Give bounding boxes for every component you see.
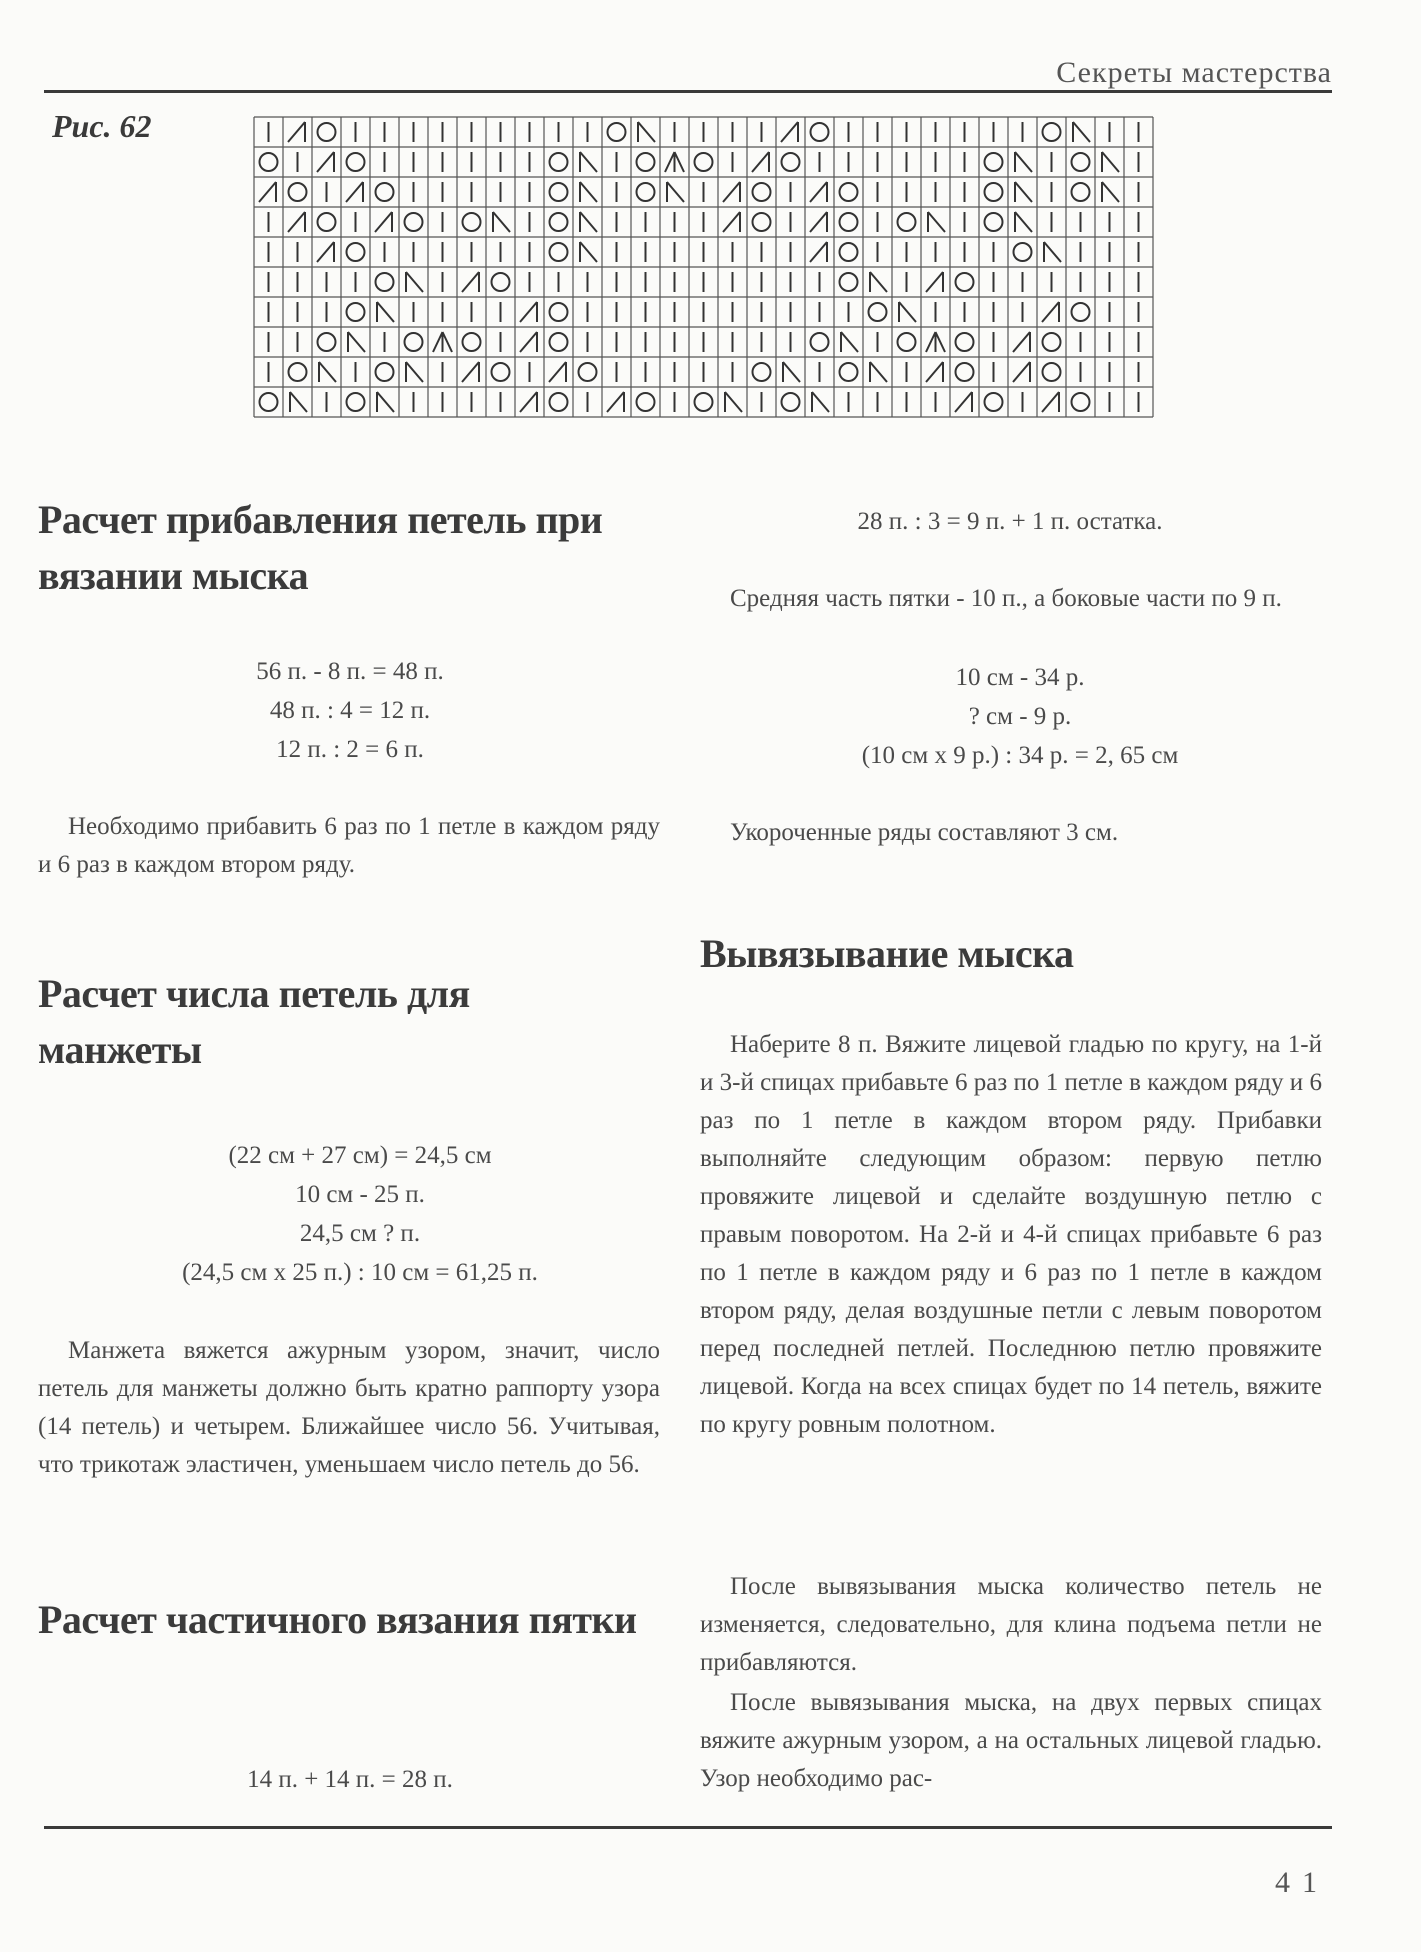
equation-block-heel [720,658,1320,775]
decrease-left-symbol [955,392,972,412]
equation-heel-total: 14 п. + 14 п. = 28 п. [247,1766,453,1793]
equation-line: 56 п. - 8 п. = 48 п. [256,658,444,685]
decrease-right-symbol [580,182,597,202]
decrease-left-symbol [810,212,827,232]
running-header-title: Секреты мастерства [1056,56,1332,89]
yarn-over-symbol [637,153,655,171]
yarn-over-symbol [376,363,394,381]
yarn-over-symbol [782,153,800,171]
equation-line: (10 см х 9 р.) : 34 р. = 2, 65 см [861,742,1179,769]
yarn-over-symbol [1014,243,1032,261]
yarn-over-symbol [956,363,974,381]
decrease-left-symbol [549,362,566,382]
paragraph-after-toe: После вывязывания мыска количество петель не изменяется, следовательно, для клина подъема петли не прибавляются. [700,1573,1322,1676]
heading-cuff-stitches: Расчет числа петель для манжеты [38,971,470,1072]
decrease-left-symbol [520,302,537,322]
decrease-left-symbol [1042,392,1059,412]
paragraph-cuff: Манжета вяжется ажурным узором, значит, число петель для манжеты должно быть кратно раппорту узора (14 петель) и четырем. Ближайшее число 56. Учитывая, что трикотаж эластичен, уменьшаем число петель до 56. [38,1337,660,1478]
paragraph-short-rows: Укороченные ряды составляют 3 см. [730,819,1119,846]
yarn-over-symbol [318,333,336,351]
yarn-over-symbol [869,303,887,321]
paragraph-toe-increase: Необходимо прибавить 6 раз по 1 петле в каждом ряду и 6 раз в каждом втором ряду. [38,813,660,878]
decrease-right-symbol [1015,212,1032,232]
decrease-right-symbol [580,212,597,232]
decrease-right-symbol [1102,182,1119,202]
yarn-over-symbol [753,183,771,201]
yarn-over-symbol [376,273,394,291]
equation-line: ? см - 9 р. [968,703,1072,730]
decrease-right-symbol [580,152,597,172]
yarn-over-symbol [840,183,858,201]
decrease-left-symbol [926,362,943,382]
decrease-right-symbol [319,362,336,382]
yarn-over-symbol [840,363,858,381]
decrease-left-symbol [810,242,827,262]
yarn-over-symbol [898,333,916,351]
yarn-over-symbol [811,123,829,141]
double-decrease-symbol [433,332,452,352]
yarn-over-symbol [1072,183,1090,201]
yarn-over-symbol [492,363,510,381]
yarn-over-symbol [492,273,510,291]
yarn-over-symbol [347,303,365,321]
decrease-left-symbol [1013,332,1030,352]
heading-toe-knitting: Вывязывание мыска [700,931,1074,976]
equation-line: 10 см - 25 п. [295,1181,425,1208]
decrease-right-symbol [783,362,800,382]
decrease-left-symbol [723,212,740,232]
yarn-over-symbol [695,153,713,171]
running-header [44,52,1332,93]
yarn-over-symbol [550,153,568,171]
decrease-right-symbol [841,332,858,352]
heading-heel-partial: Расчет частичного вязания пятки [38,1597,637,1642]
page-number: 41 [1275,1866,1329,1899]
yarn-over-symbol [347,243,365,261]
decrease-left-symbol [520,332,537,352]
yarn-over-symbol [985,393,1003,411]
decrease-left-symbol [288,212,305,232]
decrease-right-symbol [377,392,394,412]
decrease-left-symbol [926,272,943,292]
equation-block-cuff [100,1136,620,1292]
yarn-over-symbol [840,243,858,261]
yarn-over-symbol [1072,303,1090,321]
double-decrease-symbol [926,332,945,352]
yarn-over-symbol [579,363,597,381]
yarn-over-symbol [1043,123,1061,141]
decrease-left-symbol [752,152,769,172]
yarn-over-symbol [550,393,568,411]
yarn-over-symbol [289,363,307,381]
decrease-right-symbol [638,122,655,142]
decrease-right-symbol [1015,182,1032,202]
yarn-over-symbol [811,333,829,351]
heading-toe-increase: Расчет прибавления петель при вязании мыска [38,497,603,598]
equation-block-toe [100,652,600,769]
yarn-over-symbol [289,183,307,201]
yarn-over-symbol [318,213,336,231]
footer-rule [44,1826,1332,1829]
yarn-over-symbol [608,123,626,141]
yarn-over-symbol [985,183,1003,201]
decrease-right-symbol [1044,242,1061,262]
decrease-left-symbol [317,152,334,172]
yarn-over-symbol [550,213,568,231]
yarn-over-symbol [405,333,423,351]
yarn-over-symbol [695,393,713,411]
yarn-over-symbol [840,213,858,231]
yarn-over-symbol [260,393,278,411]
decrease-right-symbol [377,302,394,322]
knitting-chart-grid [253,116,1154,418]
decrease-left-symbol [607,392,624,412]
decrease-left-symbol [259,182,276,202]
decrease-right-symbol [899,302,916,322]
paragraph-lace-pattern: После вывязывания мыска, на двух первых спицах вяжите ажурным узором, а на остальных лицевой гладью. Узор необходимо рас- [700,1689,1322,1792]
yarn-over-symbol [376,183,394,201]
decrease-left-symbol [317,242,334,262]
decrease-left-symbol [1042,302,1059,322]
decrease-right-symbol [290,392,307,412]
equation-line: (22 см + 27 см) = 24,5 см [228,1142,492,1169]
decrease-right-symbol [667,182,684,202]
yarn-over-symbol [550,333,568,351]
yarn-over-symbol [405,213,423,231]
yarn-over-symbol [782,393,800,411]
decrease-left-symbol [1013,362,1030,382]
decrease-right-symbol [580,242,597,262]
knitting-chart [253,116,1154,423]
yarn-over-symbol [550,303,568,321]
equation-line: 12 п. : 2 = 6 п. [276,736,424,763]
double-decrease-symbol [665,152,684,172]
decrease-right-symbol [725,392,742,412]
decrease-right-symbol [928,212,945,232]
yarn-over-symbol [318,123,336,141]
decrease-right-symbol [1015,152,1032,172]
equation-line: 24,5 см ? п. [299,1220,421,1247]
yarn-over-symbol [347,153,365,171]
yarn-over-symbol [956,333,974,351]
equation-line: 48 п. : 4 = 12 п. [269,697,431,724]
decrease-right-symbol [812,392,829,412]
yarn-over-symbol [985,213,1003,231]
decrease-left-symbol [462,272,479,292]
yarn-over-symbol [463,333,481,351]
decrease-right-symbol [1073,122,1090,142]
yarn-over-symbol [840,273,858,291]
yarn-over-symbol [898,213,916,231]
yarn-over-symbol [985,153,1003,171]
yarn-over-symbol [550,183,568,201]
decrease-left-symbol [462,362,479,382]
yarn-over-symbol [956,273,974,291]
yarn-over-symbol [550,243,568,261]
yarn-over-symbol [637,183,655,201]
equation-line: 10 см - 34 р. [955,664,1085,691]
decrease-left-symbol [520,392,537,412]
decrease-left-symbol [288,122,305,142]
yarn-over-symbol [1043,363,1061,381]
paragraph-heel-parts: Средняя часть пятки - 10 п., а боковые части по 9 п. [730,585,1282,612]
yarn-over-symbol [753,213,771,231]
decrease-left-symbol [346,182,363,202]
yarn-over-symbol [753,363,771,381]
decrease-right-symbol [1102,152,1119,172]
yarn-over-symbol [637,393,655,411]
decrease-right-symbol [493,212,510,232]
decrease-right-symbol [870,362,887,382]
yarn-over-symbol [347,393,365,411]
yarn-over-symbol [1072,393,1090,411]
yarn-over-symbol [1072,153,1090,171]
yarn-over-symbol [260,153,278,171]
yarn-over-symbol [463,213,481,231]
decrease-left-symbol [723,182,740,202]
decrease-left-symbol [375,212,392,232]
decrease-left-symbol [781,122,798,142]
figure-label: Рис. 62 [52,108,152,144]
decrease-right-symbol [348,332,365,352]
decrease-right-symbol [406,362,423,382]
decrease-right-symbol [870,272,887,292]
equation-heel-division: 28 п. : 3 = 9 п. + 1 п. остатка. [857,508,1163,535]
decrease-left-symbol [810,182,827,202]
yarn-over-symbol [1043,333,1061,351]
decrease-right-symbol [406,272,423,292]
equation-line: (24,5 см х 25 п.) : 10 см = 61,25 п. [182,1259,538,1286]
paragraph-toe-instructions: Наберите 8 п. Вяжите лицевой гладью по кругу, на 1-й и 3-й спицах прибавьте 6 раз по 1 петле в каждом ряду и 6 раз по 1 петле в каждом втором ряду. Прибавки выполняйте следующим образом: первую петлю провяжите лицевой и сделайте воздушную петлю с правым поворотом. На 2-й и 4-й спицах прибавьте 6 раз по 1 петле в каждом ряду и 6 раз по 1 петле в каждом втором ряду, делая воздушные петли с левым поворотом перед последней петлей. Последнюю петлю провяжите лицевой. Когда на всех спицах будет по 14 петель, вяжите по кругу ровным полотном. [700,1031,1322,1438]
